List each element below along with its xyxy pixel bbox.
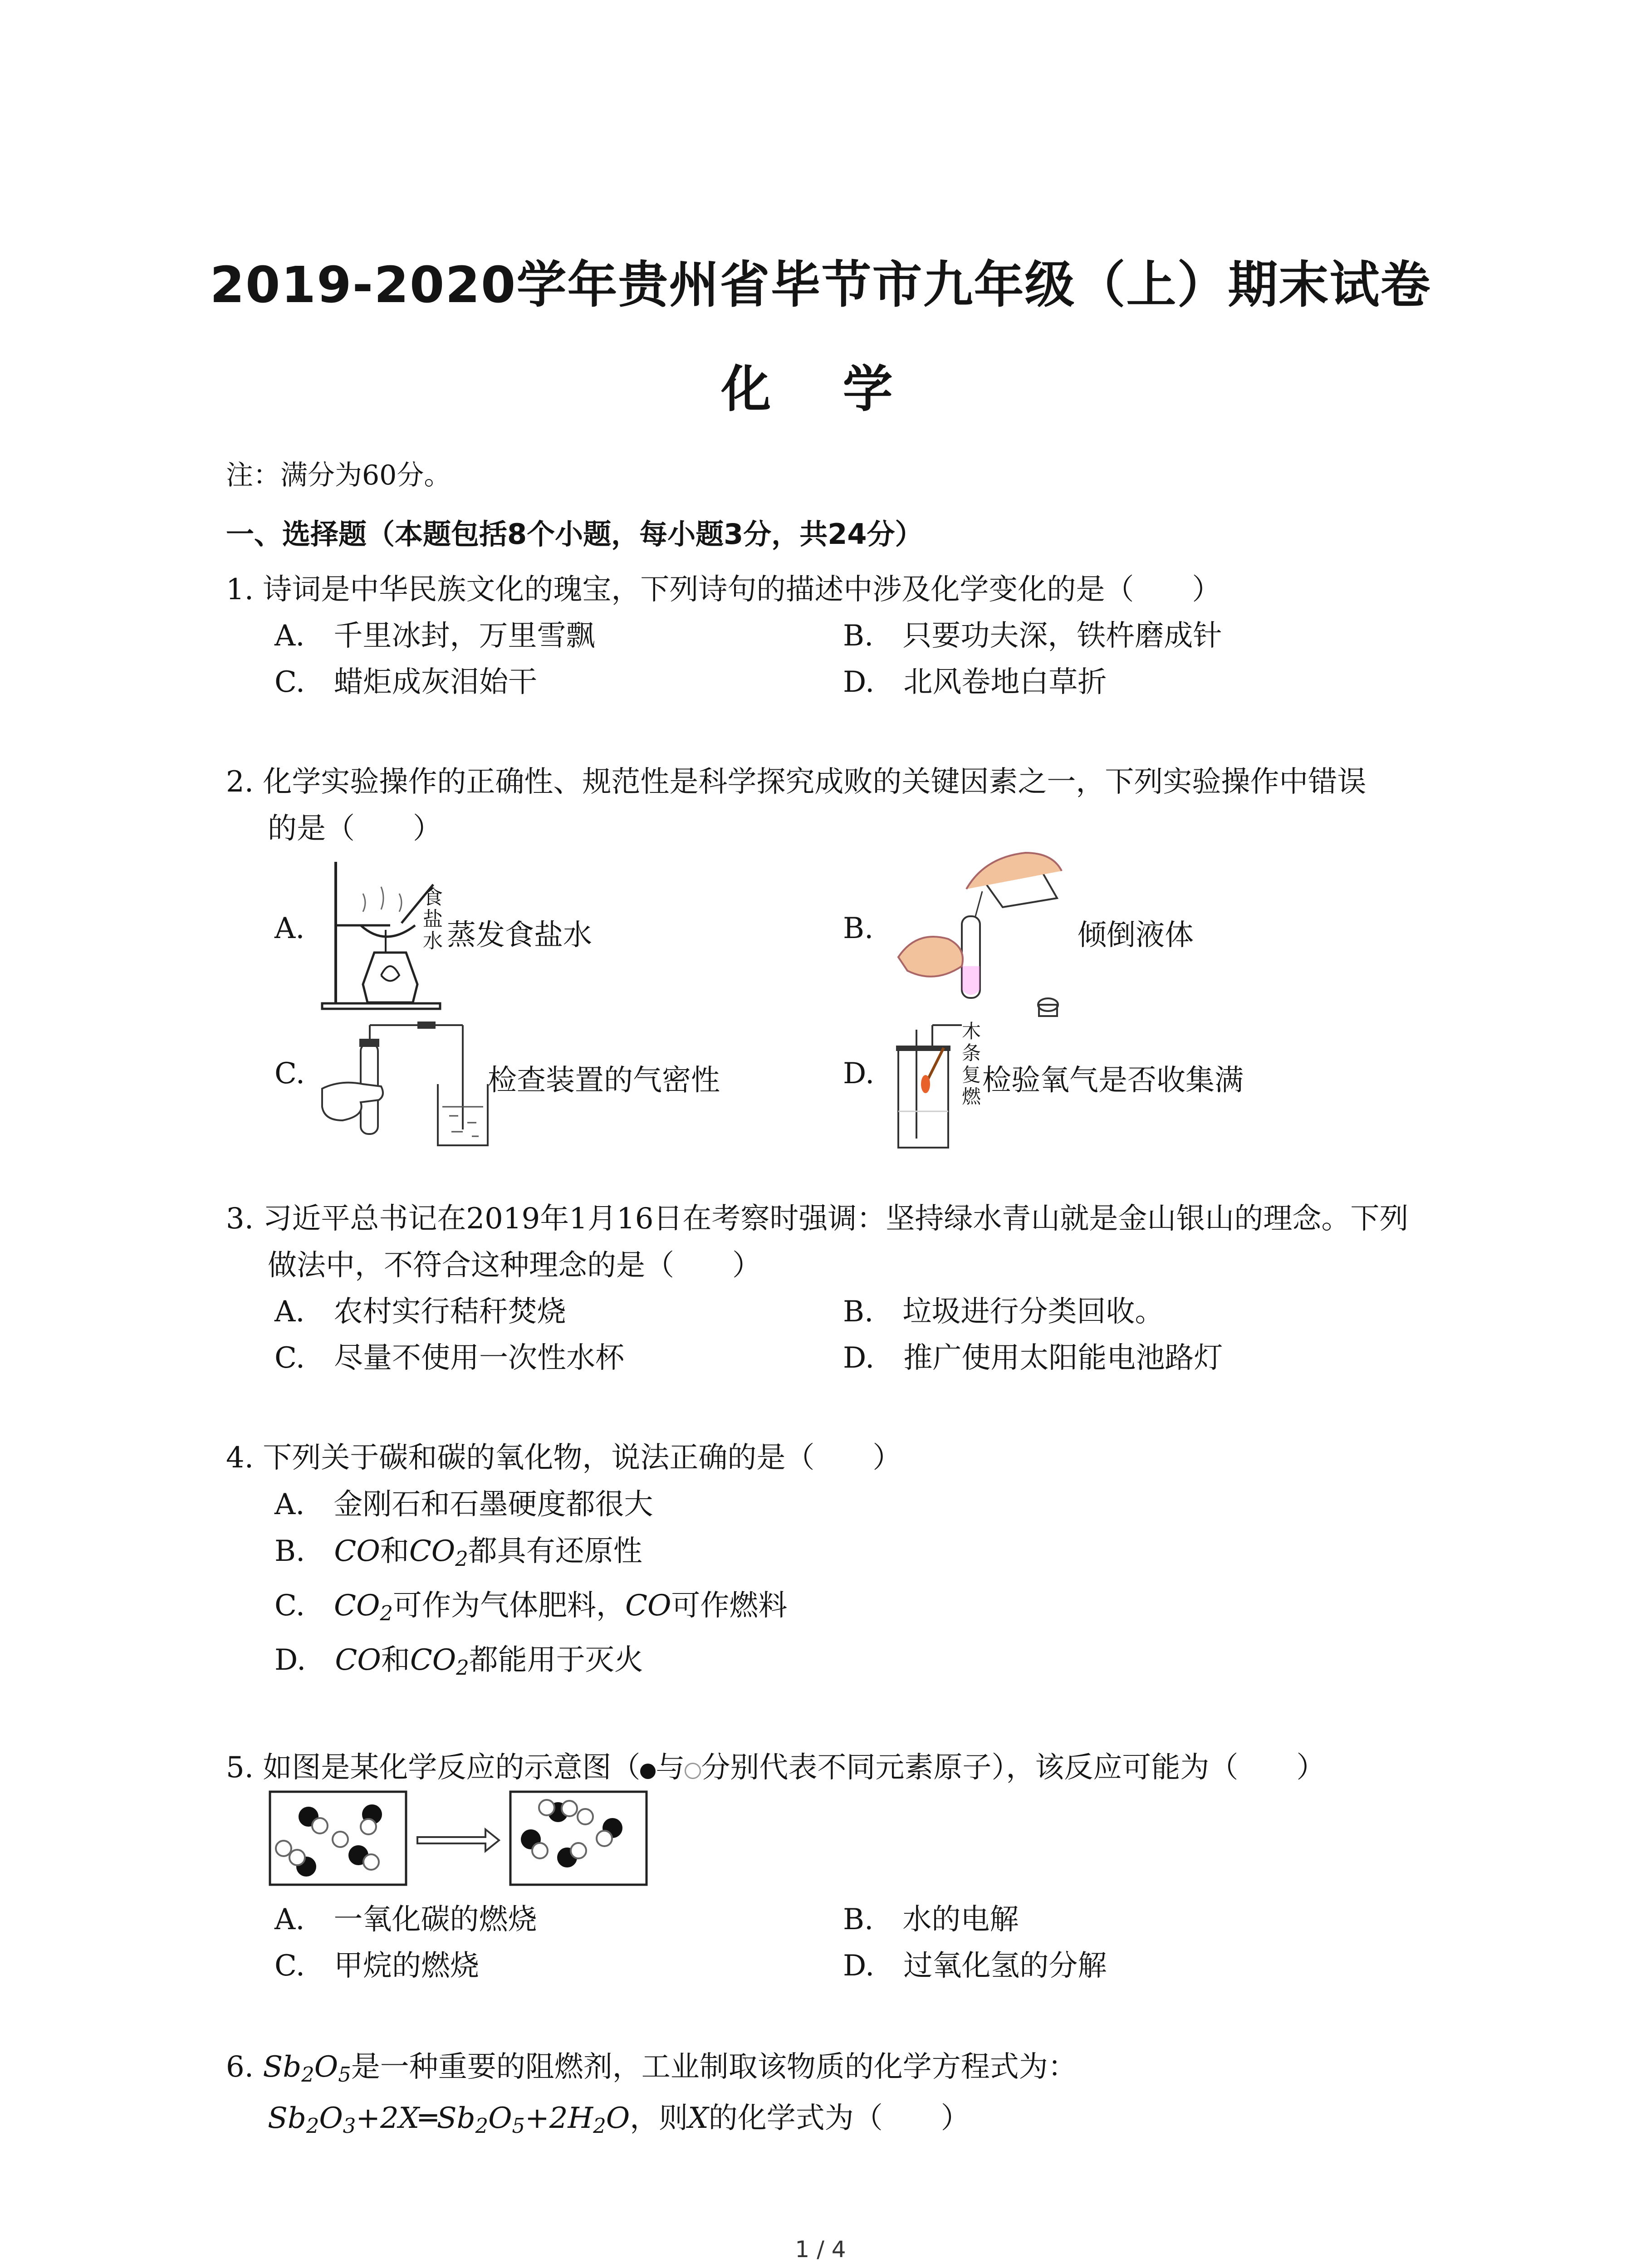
q2-a-figure-label: 食盐水 [423,886,443,953]
q3-option-a: A. 农村实行秸秆焚烧 [274,1295,566,1329]
q1-option-a: A. 千里冰封，万里雪飘 [274,619,595,653]
q5-option-a: A. 一氧化碳的燃烧 [274,1903,537,1936]
q2-d-figure-label: 木条复燃 [962,1020,981,1108]
q4-option-a: A. 金刚石和石墨硬度都很大 [274,1488,653,1521]
q2-option-a-label: 蒸发食盐水 [447,919,592,952]
airtightness-check-figure [318,1016,490,1152]
q2-option-d-label: 检验氧气是否收集满 [982,1064,1244,1097]
score-note: 注：满分为60分。 [226,459,451,491]
q2-option-d-letter: D. [843,1057,875,1090]
q5-stem: 5. 如图是某化学反应的示意图（ 与 分别代表不同元素原子），该反应可能为（ ） [226,1751,1326,1784]
q3-option-c: C. 尽量不使用一次性水杯 [274,1341,625,1375]
subject-title: 化 学 [721,360,920,418]
q1-option-b: B. 只要功夫深，铁杵磨成针 [843,619,1222,653]
q2-option-b-letter: B. [843,912,874,945]
q1-option-d: D. 北风卷地白草折 [843,665,1107,699]
q3-option-b: B. 垃圾进行分类回收。 [843,1295,1164,1329]
q6-equation: $Sb_2O_3+2X═Sb_2O_5+2H_2O$，则X的化学式为（ ） [268,2102,970,2138]
q2-option-b-label: 倾倒液体 [1078,919,1194,952]
q1-stem: 1. 诗词是中华民族文化的瑰宝，下列诗句的描述中涉及化学变化的是（ ） [226,573,1221,606]
q4-option-d: D. CO和$CO_2$都能用于灭火 [274,1643,643,1680]
q5-option-c: C. 甲烷的燃烧 [274,1949,480,1983]
q3-stem-line1: 3. 习近平总书记在2019年1月16日在考察时强调：坚持绿水青山就是金山银山的理念。下列 [226,1202,1409,1236]
q2-stem-line1: 2. 化学实验操作的正确性、规范性是科学探究成败的关键因素之一，下列实验操作中错误 [226,765,1367,799]
q4-option-b: B. CO和$CO_2$都具有还原性 [274,1535,642,1571]
q5-option-d: D. 过氧化氢的分解 [843,1949,1107,1983]
white-atom-icon [685,1763,701,1779]
q4-option-c: C. $CO_2$可作为气体肥料，CO可作燃料 [274,1589,788,1626]
reaction-diagram [268,1789,649,1887]
q3-stem-line2: 做法中，不符合这种理念的是（ ） [268,1249,761,1282]
black-atom-icon [640,1764,656,1779]
q2-stem-line2: 的是（ ） [268,812,442,846]
page-title: 2019-2020学年贵州省毕节市九年级（上）期末试卷 [210,256,1431,314]
q1-option-c: C. 蜡炬成灰泪始干 [274,665,538,699]
page-number: 1 / 4 [795,2236,846,2263]
section-heading: 一、选择题（本题包括8个小题，每小题3分，共24分） [226,518,923,551]
pour-liquid-figure [889,848,1080,1030]
q5-option-b: B. 水的电解 [843,1903,1019,1936]
q2-option-c-label: 检查装置的气密性 [488,1064,720,1097]
q6-stem: 6. $Sb_2O_5$是一种重要的阻燃剂，工业制取该物质的化学方程式为： [226,2050,1077,2087]
q3-option-d: D. 推广使用太阳能电池路灯 [843,1341,1223,1375]
q2-option-c-letter: C. [274,1057,305,1090]
q4-stem: 4. 下列关于碳和碳的氧化物，说法正确的是（ ） [226,1441,902,1475]
q2-option-a-letter: A. [274,912,305,945]
